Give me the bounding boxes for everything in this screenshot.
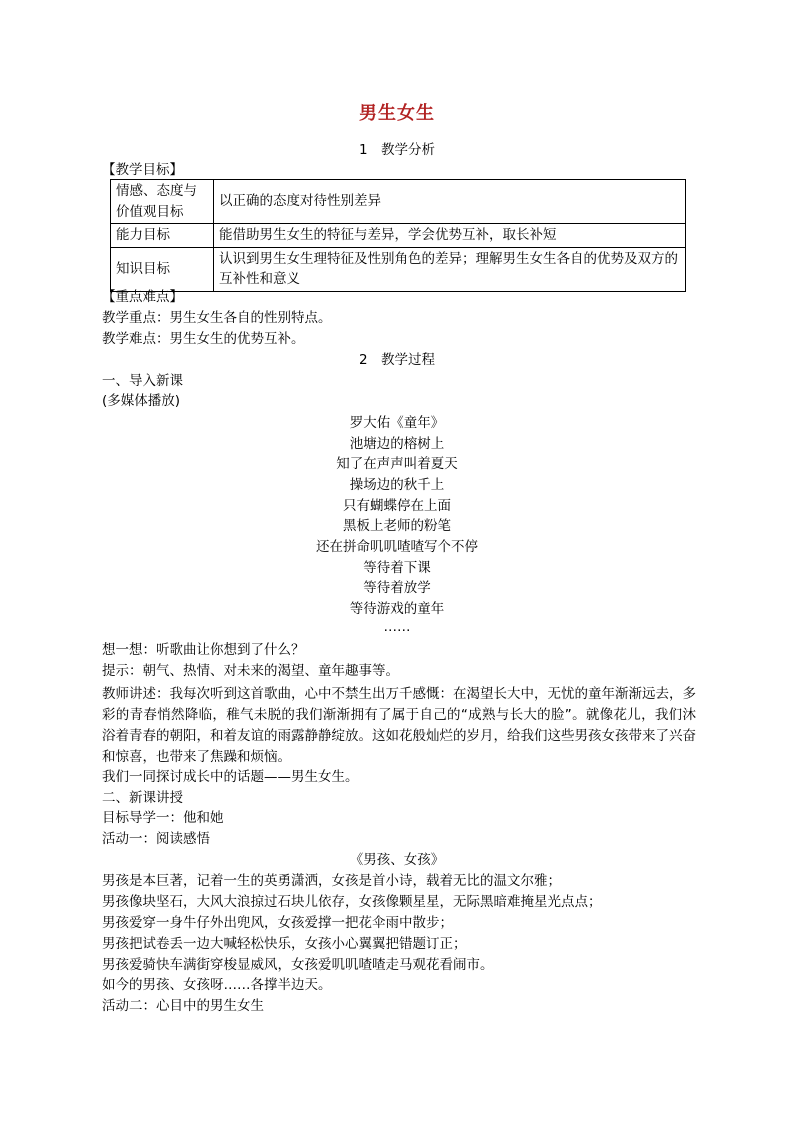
poem-line: 池塘边的榕树上 (349, 436, 445, 452)
page-title: 男生女生 (359, 103, 435, 124)
poem-line: 黑板上老师的粉笔 (343, 518, 451, 534)
poem-line: 知了在声声叫着夏天 (336, 456, 458, 472)
think-question: 想一想：听歌曲让你想到了什么？ (102, 642, 305, 658)
guide1-heading: 目标导学一：他和她 (102, 810, 224, 826)
poem-ellipsis: …… (383, 619, 411, 635)
activity2-heading: 活动二：心目中的男生女生 (102, 998, 264, 1014)
poem-line: 操场边的秋千上 (349, 477, 445, 493)
poem-line: 罗大佑《童年》 (349, 415, 445, 431)
table-row (111, 180, 686, 224)
activity1-heading: 活动一：阅读感悟 (102, 831, 210, 847)
poem2-line: 男孩是本巨著，记着一生的英勇潇洒，女孩是首小诗，载着无比的温文尔雅； (102, 873, 561, 889)
part1-heading: 一、导入新课 (102, 373, 183, 389)
difficult-point: 教学难点：男生女生的优势互补。 (102, 331, 305, 347)
media-note: (多媒体播放) (102, 393, 181, 409)
hint-text: 提示：朝气、热情、对未来的渴望、童年趣事等。 (102, 663, 399, 679)
explore-text: 我们一同探讨成长中的话题——男生女生。 (102, 769, 359, 785)
poem2-line: 男孩把试卷丢一边大喊轻松快乐，女孩小心翼翼把错题订正； (102, 936, 467, 952)
table-row (111, 224, 686, 248)
poem2-title: 《男孩、女孩》 (349, 852, 445, 868)
objective-value: 以正确的态度对待性别差异 (214, 180, 686, 224)
poem2-line: 如今的男孩、女孩呀……各撑半边天。 (102, 977, 332, 993)
teacher-talk-paragraph: 教师讲述：我每次听到这首歌曲，心中不禁生出万千感慨：在渴望长大中，无忧的童年渐渐远去，多彩的青春悄然降临，稚气未脱的我们渐渐拥有了属于自己的“成熟与长大的脸”。就像花儿，我们沐浴着青春的朝阳，和着友谊的雨露静静绽放。这如花般灿烂的岁月，给我们这些男孩女孩带来了兴奋和惊喜，也带来了焦躁和烦恼。 (102, 686, 696, 765)
poem-line: 只有蝴蝶停在上面 (343, 498, 451, 514)
poem-line: 等待着放学 (363, 580, 431, 596)
objective-key: 能力目标 (111, 224, 214, 248)
table-row (111, 247, 686, 291)
objective-value: 认识到男生女生理特征及性别角色的差异；理解男生女生各自的优势及双方的互补性和意义 (214, 247, 686, 291)
objective-key: 情感、态度与价值观目标 (111, 180, 214, 224)
section-heading-analysis: 1 教学分析 (358, 142, 436, 158)
key-point: 教学重点：男生女生各自的性别特点。 (102, 310, 332, 326)
poem-line: 还在拼命叽叽喳喳写个不停 (316, 539, 478, 555)
poem-line: 等待着下课 (363, 560, 431, 576)
part2-heading: 二、新课讲授 (102, 790, 183, 806)
objectives-heading: 【教学目标】 (102, 162, 183, 178)
objective-value: 能借助男生女生的特征与差异，学会优势互补，取长补短 (214, 224, 686, 248)
objectives-table (110, 179, 686, 292)
objective-key: 知识目标 (111, 247, 214, 291)
poem2-line: 男孩爱骑快车满街穿梭显威风，女孩爱叽叽喳喳走马观花看闹市。 (102, 957, 494, 973)
poem2-line: 男孩像块坚石，大风大浪掠过石块儿依存，女孩像颗星星，无际黑暗难掩星光点点； (102, 894, 602, 910)
key-points-heading: 【重点难点】 (102, 289, 183, 305)
section-heading-process: 2 教学过程 (358, 352, 436, 368)
poem-line: 等待游戏的童年 (349, 601, 445, 617)
poem2-line: 男孩爱穿一身牛仔外出兜风，女孩爱撑一把花伞雨中散步； (102, 915, 453, 931)
